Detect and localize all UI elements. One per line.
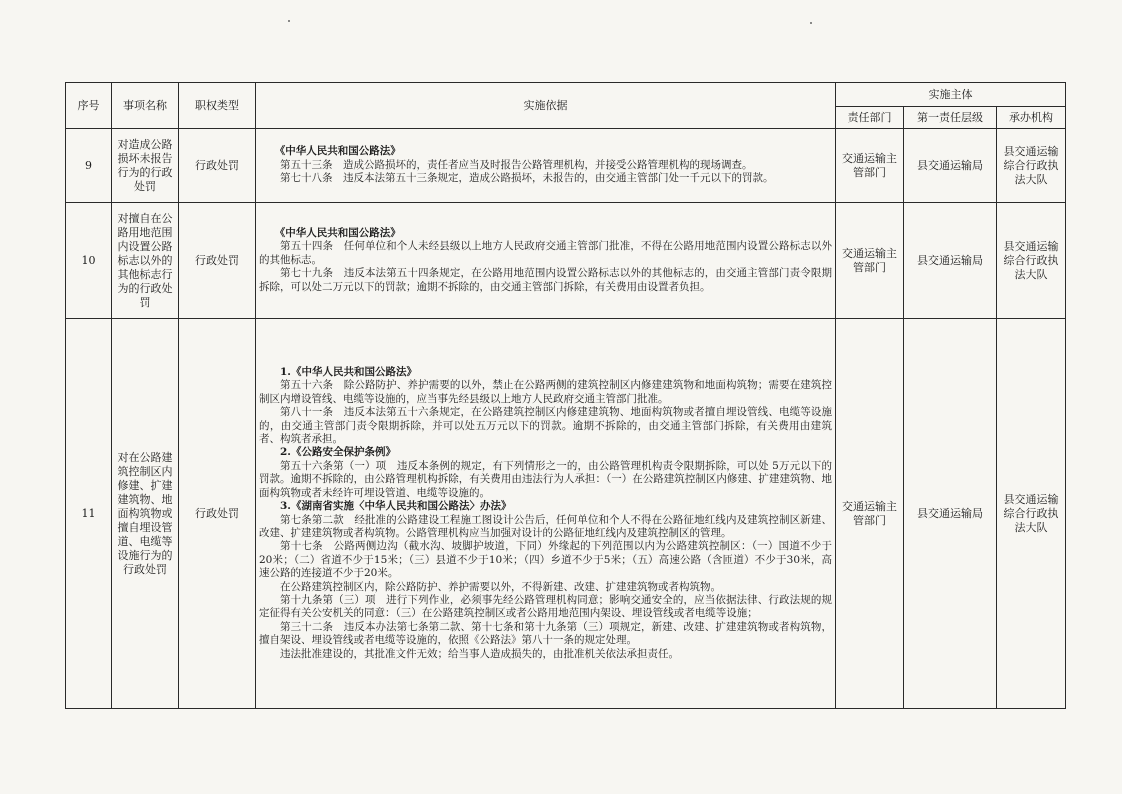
header-item-name: 事项名称 xyxy=(112,83,179,129)
row-basis xyxy=(256,129,836,203)
row-power-type: 行政处罚 xyxy=(179,203,256,319)
header-dept: 责任部门 xyxy=(836,107,904,129)
row-seq: 11 xyxy=(66,319,112,709)
power-list-table xyxy=(65,82,1066,709)
header-seq: 序号 xyxy=(66,83,112,129)
row-item-name: 对造成公路损坏未报告行为的行政处罚 xyxy=(112,129,179,203)
law-title: 2.《公路安全保护条例》 xyxy=(280,446,396,459)
law-article: 第十七条 公路两侧边沟（截水沟、坡脚护坡道，下同）外缘起的下列范围以内为公路建筑控制区：（一）国道不少于20米；（二）省道不少于15米；（三）县道不少于10米；（四）乡道不少于5米；（五）高速公路（含匝道）不少于30米，高速公路的连接道不少于20米。 xyxy=(259,540,832,580)
row-basis xyxy=(256,319,836,709)
row-agency: 县交通运输综合行政执法大队 xyxy=(997,203,1066,319)
law-article: 第十九条第（三）项 进行下列作业，必须事先经公路管理机构同意；影响交通安全的，应当依据法律、行政法规的规定征得有关公安机关的同意：（三）在公路建筑控制区或者公路用地范围内架设、埋设管线或者电缆等设施； xyxy=(259,593,832,620)
scan-speck xyxy=(810,22,812,24)
header-basis: 实施依据 xyxy=(256,83,836,129)
law-article: 违法批准建设的，其批准文件无效；给当事人造成损失的，由批准机关依法承担责任。 xyxy=(280,647,679,660)
header-agency: 承办机构 xyxy=(997,107,1066,129)
law-article: 第八十一条 违反本法第五十六条规定，在公路建筑控制区内修建建筑物、地面构筑物或者擅自埋设管线、电缆等设施的，由交通主管部门责令限期拆除，并可以处五万元以下的罚款。逾期不拆除的，由交通主管部门拆除，有关费用由建筑者、构筑者承担。 xyxy=(259,406,832,446)
scan-speck xyxy=(288,20,290,22)
row-agency: 县交通运输综合行政执法大队 xyxy=(997,319,1066,709)
law-article: 第五十三条 造成公路损坏的，责任者应当及时报告公路管理机构，并接受公路管理机构的现场调查。 xyxy=(280,158,753,171)
law-title: 《中华人民共和国公路法》 xyxy=(274,226,401,239)
law-article: 第五十六条第（一）项 违反本条例的规定，有下列情形之一的，由公路管理机构责令限期拆除，可以处 5万元以下的罚款。逾期不拆除的，由公路管理机构拆除，有关费用由违法行为人承担：（一）在公路建筑控制区内修建、扩建建筑物、地面构筑物或者未经许可埋设管道、电缆等设施的。 xyxy=(259,459,832,499)
row-dept: 交通运输主管部门 xyxy=(836,129,904,203)
table-row xyxy=(66,203,1066,319)
row-level: 县交通运输局 xyxy=(904,203,997,319)
row-power-type: 行政处罚 xyxy=(179,129,256,203)
row-level: 县交通运输局 xyxy=(904,129,997,203)
law-title: 3.《湖南省实施〈中华人民共和国公路法〉办法》 xyxy=(280,500,512,513)
law-article: 第七十八条 违反本法第五十三条规定，造成公路损坏，未报告的，由交通主管部门处一千元以下的罚款。 xyxy=(280,172,774,185)
row-seq: 10 xyxy=(66,203,112,319)
law-article: 第三十二条 违反本办法第七条第二款、第十七条和第十九条第（三）项规定，新建、改建、扩建建筑物或者构筑物，擅自架设、埋设管线或者电缆等设施的，依照《公路法》第八十一条的规定处理。 xyxy=(259,620,832,647)
row-dept: 交通运输主管部门 xyxy=(836,319,904,709)
law-article: 在公路建筑控制区内，除公路防护、养护需要以外，不得新建、改建、扩建建筑物或者构筑物。 xyxy=(280,580,721,593)
row-item-name: 对在公路建筑控制区内修建、扩建建筑物、地面构筑物或擅自埋设管道、电缆等设施行为的行政处罚 xyxy=(112,319,179,709)
row-dept: 交通运输主管部门 xyxy=(836,203,904,319)
table-row xyxy=(66,319,1066,709)
header-level: 第一责任层级 xyxy=(904,107,997,129)
header-power-type: 职权类型 xyxy=(179,83,256,129)
law-article: 第五十六条 除公路防护、养护需要的以外，禁止在公路两侧的建筑控制区内修建建筑物和地面构筑物；需要在建筑控制区内增设管线、电缆等设施的，应当事先经县级以上地方人民政府交通主管部门批准。 xyxy=(259,379,832,405)
header-subject: 实施主体 xyxy=(836,83,1066,107)
header-row xyxy=(66,83,1066,107)
law-article: 第七十九条 违反本法第五十四条规定，在公路用地范围内设置公路标志以外的其他标志的，由交通主管部门责令限期拆除，可以处二万元以下的罚款；逾期不拆除的，由交通主管部门拆除，有关费用由设置者负担。 xyxy=(259,267,832,293)
law-title: 1.《中华人民共和国公路法》 xyxy=(280,366,417,379)
table-row xyxy=(66,129,1066,203)
row-item-name: 对擅自在公路用地范围内设置公路标志以外的其他标志行为的行政处罚 xyxy=(112,203,179,319)
row-agency: 县交通运输综合行政执法大队 xyxy=(997,129,1066,203)
row-seq: 9 xyxy=(66,129,112,203)
row-level: 县交通运输局 xyxy=(904,319,997,709)
row-basis xyxy=(256,203,836,319)
row-power-type: 行政处罚 xyxy=(179,319,256,709)
law-article: 第七条第二款 经批准的公路建设工程施工图设计公告后，任何单位和个人不得在公路征地红线内及建筑控制区新建、改建、扩建建筑物或者构筑物。公路管理机构应当加强对设计的公路征地红线内及建筑控制区的管理。 xyxy=(259,513,832,539)
law-article: 第五十四条 任何单位和个人未经县级以上地方人民政府交通主管部门批准，不得在公路用地范围内设置公路标志以外的其他标志。 xyxy=(259,240,832,266)
law-title: 《中华人民共和国公路法》 xyxy=(274,145,401,158)
